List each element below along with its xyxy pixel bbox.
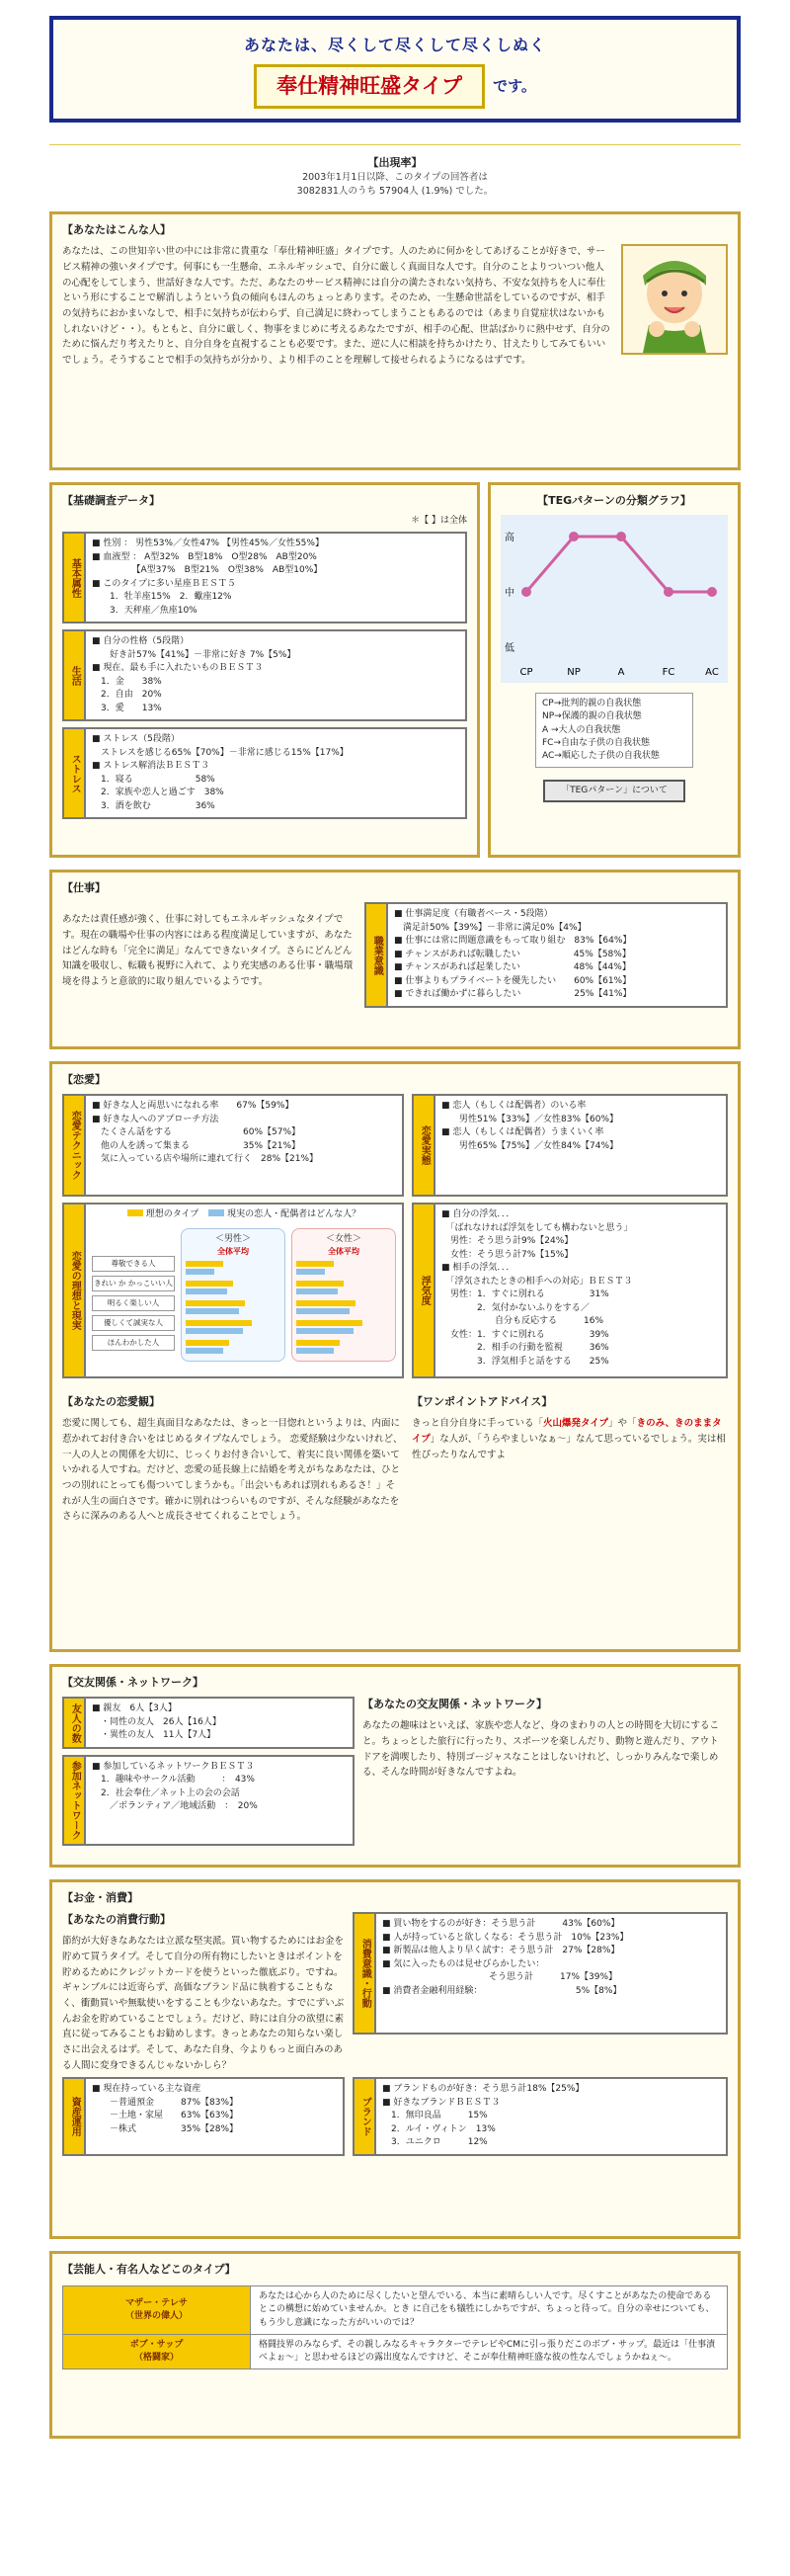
real-bar bbox=[296, 1269, 325, 1275]
ideal-row-label: 優しくて誠実な人 bbox=[92, 1315, 175, 1331]
consume-line: ■ 買い物をするのが好き：そう思う計 43%【60%】 bbox=[382, 1919, 620, 1930]
basic-line: ■ 自分の性格（5段階） bbox=[92, 636, 190, 647]
friends-label: 友人の数 bbox=[64, 1699, 86, 1747]
consume-label: 消費意識・行動 bbox=[355, 1914, 376, 2033]
basic-line: ■ 性別 ： 男性53%／女性47% 【男性45%／女性55%】 bbox=[92, 539, 324, 549]
teg-level-label: 中 bbox=[505, 588, 514, 600]
real-bar bbox=[186, 1308, 239, 1314]
advice-body: きっと自分自身に手っている「火山爆発タイプ」や「きのみ、きのままタイプ」な人が、「うらやましいなぁ～」なんて思っているでしょう。実は相性ぴったりなんですよ bbox=[412, 1418, 726, 1460]
ideal-bar bbox=[296, 1281, 344, 1287]
frequency-line-1: 2003年1月1日以降、このタイプの回答者は bbox=[302, 171, 488, 183]
consume-line: ■ 新製品は他人より早く試す：そう思う計 27%【28%】 bbox=[382, 1946, 620, 1956]
work-line: ■ 仕事満足度（有職者ベース・5段階） bbox=[394, 909, 553, 920]
celeb-row bbox=[63, 2286, 728, 2334]
celeb-name-cell bbox=[63, 2286, 251, 2334]
real-bar bbox=[296, 1308, 350, 1314]
profile-body: あなたは、この世知辛い世の中には非常に貴重な「奉仕精神旺盛」タイプです。人のために何かをしてあげることが好きで、サービス精神の強いタイプです。何事にも一生懸命、エネルギッシュで、自分に厳しく真面目な人です。自分のことよりついつい他人の心配をしてしまう、世話好きな人です。ただ、あなたのサービス精神には自分の満たされない気持ち、不安な気持ちを人に奉仕という形にすることで解消しようという負の傾向もほんのちょっとあります。そのため、一生懸命世話をしているのですが、相手の気持ちにおかまいなしで、相手に気持ちが伝わらず、自己満足に終わってしまうこともあるのでは（あまり自覚症状はないかもしれないけど・・）。もともと、自分に厳しく、物事をまじめに考えるあなたですが、相手の心配、世話ばかりに熱中せず、自分のために悩んだり考えたりと、自分自身を直視することも必要です。また、逆に人に相談を持ちかけたり、甘えたりしてみてもいいでしょう。そうすることで相手の気持ちが分かり、より相手のことを理解して接せられるようになるはずです。 bbox=[62, 246, 610, 367]
celeb-row bbox=[63, 2334, 728, 2368]
love-technique-line: 気に入っている店や場所に連れて行く 28%【21%】 bbox=[92, 1154, 319, 1165]
header-top-line: あなたは、尽くして尽くして尽くしぬく bbox=[243, 36, 546, 54]
celeb-name-cell bbox=[63, 2334, 251, 2368]
consume-line: そう思う計 17%【39%】 bbox=[382, 1972, 618, 1983]
basic-title: 【基礎調査データ】 bbox=[62, 494, 160, 508]
fickle-lines bbox=[435, 1205, 726, 1376]
celebs-title: 【芸能人・有名人などこのタイプ】 bbox=[62, 2263, 236, 2277]
celeb-text: 格闘技界のみならず、その親しみなるキャラクターでテレビやCMに引っ張りだこのボブ・サップ。最近は「仕事漬べよぉ～」と思わせるほどの露出度なんですけど、そこが奉仕精神旺盛な彼の性なんでしょうかねぇ～。 bbox=[251, 2334, 728, 2368]
real-bar bbox=[186, 1348, 223, 1354]
asset-line: －土地・家屋 63%【63%】 bbox=[92, 2111, 239, 2121]
teg-legend-item: FC→自由な子供の自我状態 bbox=[542, 737, 651, 748]
advice-type-2[interactable]: きのみ、きのままタイプ bbox=[412, 1418, 722, 1446]
teg-point bbox=[569, 532, 579, 541]
fickle-line: 3．浮気相手と話をする 25% bbox=[441, 1356, 609, 1367]
consume-line: ■ 消費者金融利用経験： 5%【8%】 bbox=[382, 1985, 622, 1996]
fickle-line: ■ 自分の浮気．．． bbox=[441, 1209, 515, 1220]
teg-point bbox=[707, 587, 717, 597]
love-technique-line: ■ 好きな人へのアプローチ方法 bbox=[92, 1114, 219, 1124]
female-bars bbox=[296, 1258, 391, 1357]
love-reality-line: ■ 恋人（もしくは配偶者）うまくいく率 bbox=[441, 1127, 604, 1138]
male-label: ＜男性＞ bbox=[214, 1233, 251, 1244]
legend-ideal: 理想のタイプ bbox=[127, 1208, 198, 1222]
basic-line: 3．天秤座／魚座10% bbox=[92, 605, 198, 616]
bar-pair bbox=[186, 1337, 280, 1357]
teg-section bbox=[488, 482, 741, 858]
brand-line: 3．ユニクロ 12% bbox=[382, 2137, 488, 2148]
consume-box bbox=[353, 1912, 728, 2035]
brand-line: 1．無印良品 15% bbox=[382, 2111, 488, 2121]
basic-data-section bbox=[49, 482, 480, 858]
basic-line: ■ ストレス解消法ＢＥＳＴ３ bbox=[92, 761, 210, 772]
celeb-name: ボブ・サップ bbox=[129, 2339, 184, 2350]
basic-categories bbox=[62, 532, 467, 819]
fickle-line: 2．相手の行動を監視 36% bbox=[441, 1343, 609, 1354]
love-technique-line: 他の人を誘って集まる 35%【21%】 bbox=[92, 1140, 301, 1151]
basic-line: ■ 血液型 ： A型32% B型18% O型28% AB型20% bbox=[92, 551, 317, 562]
basic-category bbox=[62, 532, 467, 623]
asset-line: －普通預金 87%【83%】 bbox=[92, 2097, 239, 2108]
male-panel bbox=[181, 1228, 285, 1363]
basic-category-lines bbox=[86, 534, 465, 622]
teg-about-button[interactable]: 「TEGパターン」について bbox=[543, 780, 685, 802]
teg-legend-item: NP→保護的親の自我状態 bbox=[542, 711, 642, 722]
real-bar bbox=[296, 1348, 334, 1354]
teg-point bbox=[521, 587, 531, 597]
basic-line: ■ ストレス（5段階） bbox=[92, 734, 180, 745]
bar-pair bbox=[296, 1297, 391, 1317]
teg-line bbox=[526, 537, 712, 592]
fickle-line: 自分も反応する 16% bbox=[441, 1316, 604, 1327]
female-label: ＜女性＞ bbox=[325, 1233, 361, 1244]
love-technique-box bbox=[62, 1094, 404, 1197]
basic-category bbox=[62, 727, 467, 819]
brand-lines bbox=[376, 2079, 726, 2154]
teg-legend-item: A →大人の自我状態 bbox=[542, 724, 621, 735]
love-reality-box bbox=[412, 1094, 728, 1197]
friends-line: ■ 親友 6人【3人】 bbox=[92, 1703, 177, 1714]
work-line: ■ チャンスがあれば転職したい 45%【58%】 bbox=[394, 949, 631, 959]
profile-title: 【あなたはこんな人】 bbox=[62, 223, 171, 237]
celeb-sub: （世界の偉人） bbox=[124, 2310, 188, 2321]
male-sub: 全体平均 bbox=[217, 1247, 249, 1257]
teg-graph bbox=[501, 515, 728, 683]
ideal-bar bbox=[186, 1340, 229, 1346]
female-sub: 全体平均 bbox=[328, 1247, 359, 1257]
network-line: ■ 参加しているネットワークＢＥＳＴ３ bbox=[92, 1761, 255, 1772]
character-icon bbox=[623, 246, 726, 353]
fickle-line: 女性：1．すぐに別れる 39% bbox=[441, 1329, 609, 1340]
frequency-line-2: 3082831人のうち 57904人 (1.9%) でした。 bbox=[296, 185, 494, 197]
basic-category-label: 生活 bbox=[64, 631, 86, 719]
fickle-line: 「ばれなければ浮気をしても構わないと思う」 bbox=[441, 1222, 633, 1233]
ideal-bar bbox=[296, 1320, 362, 1326]
ideal-bar bbox=[186, 1300, 245, 1306]
social-section bbox=[49, 1664, 741, 1868]
real-bar bbox=[186, 1328, 243, 1334]
asset-line: ■ 現在持っている主な資産 bbox=[92, 2084, 201, 2095]
friends-line: ・異性の友人 11人【7人】 bbox=[92, 1730, 216, 1741]
ideal-row-label: ほんわかした人 bbox=[92, 1335, 175, 1351]
love-technique-lines bbox=[86, 1096, 402, 1195]
money-title: 【お金・消費】 bbox=[62, 1891, 138, 1905]
teg-level-label: 低 bbox=[505, 643, 514, 655]
friends-line: ・同性の友人 26人【16人】 bbox=[92, 1716, 221, 1727]
male-bars bbox=[186, 1258, 280, 1357]
advice-title: 【ワンポイントアドバイス】 bbox=[412, 1395, 553, 1409]
character-illustration bbox=[621, 244, 728, 355]
love-technique-label: 恋愛テクニック bbox=[64, 1096, 86, 1195]
network-lines bbox=[86, 1757, 353, 1844]
love-reality-line: ■ 恋人（もしくは配偶者）のいる率 bbox=[441, 1101, 587, 1112]
celebs-section bbox=[49, 2251, 741, 2439]
love-ideal-box bbox=[62, 1203, 404, 1378]
brand-line: 2．ルイ・ヴィトン 13% bbox=[382, 2123, 496, 2134]
real-bar bbox=[186, 1288, 227, 1294]
love-section bbox=[49, 1061, 741, 1652]
divider bbox=[49, 144, 741, 145]
fickle-line: 「浮気されたときの相手への対応」ＢＥＳＴ３ bbox=[441, 1276, 633, 1287]
asset-line: －株式 35%【28%】 bbox=[92, 2123, 239, 2134]
asset-box bbox=[62, 2077, 345, 2156]
celeb-name: マザー・テレサ bbox=[125, 2297, 188, 2308]
teg-axis-label: FC bbox=[662, 667, 675, 679]
teg-legend-item: CP→批判的親の自我状態 bbox=[542, 699, 642, 709]
celeb-sub: （格闘家） bbox=[133, 2352, 179, 2363]
basic-line: 2．自由 20% bbox=[92, 690, 162, 701]
basic-category-lines bbox=[86, 729, 465, 817]
bar-pair bbox=[296, 1278, 391, 1297]
basic-line: 2．家族や恋人と過ごす 38% bbox=[92, 788, 224, 798]
money-section bbox=[49, 1879, 741, 2239]
bar-pair bbox=[186, 1297, 280, 1317]
legend-real: 現実の恋人・配偶者はどんな人？ bbox=[208, 1208, 360, 1222]
ideal-bar bbox=[296, 1340, 340, 1346]
bar-pair bbox=[186, 1258, 280, 1278]
asset-label: 資産運用 bbox=[64, 2079, 86, 2154]
money-view-title: 【あなたの消費行動】 bbox=[62, 1913, 171, 1927]
fickle-line: 2．気付かないふりをする／ bbox=[441, 1302, 590, 1313]
love-technique-line: ■ 好きな人と両思いになれる率 67%【59%】 bbox=[92, 1101, 294, 1112]
consume-lines bbox=[376, 1914, 726, 2033]
consume-line: ■ 人が持っていると欲しくなる：そう思う計 10%【23%】 bbox=[382, 1932, 629, 1943]
ideal-bar bbox=[186, 1281, 233, 1287]
teg-point bbox=[664, 587, 673, 597]
love-title: 【恋愛】 bbox=[62, 1073, 106, 1087]
female-panel bbox=[291, 1228, 396, 1363]
work-line: 満足計50%【39%】－非常に満足0%【4%】 bbox=[394, 922, 587, 933]
work-attitude-box bbox=[364, 902, 728, 1008]
work-line: ■ できれば働かずに暮らしたい 25%【41%】 bbox=[394, 989, 632, 1000]
ideal-bar bbox=[186, 1320, 252, 1326]
fickle-label: 浮気度 bbox=[414, 1205, 435, 1376]
teg-graph-svg bbox=[501, 515, 730, 683]
profile-section bbox=[49, 211, 741, 470]
network-label: 参加ネットワーク bbox=[64, 1757, 86, 1844]
basic-category-label: 基本属性 bbox=[64, 534, 86, 622]
bar-pair bbox=[296, 1317, 391, 1337]
teg-point bbox=[616, 532, 626, 541]
fickle-line: 男性：そう思う計9%【24%】 bbox=[441, 1236, 574, 1247]
brand-label: ブランド bbox=[355, 2079, 376, 2154]
brand-box bbox=[353, 2077, 728, 2156]
type-name: 奉仕精神旺盛タイプ bbox=[254, 64, 485, 108]
frequency-title: 【出現率】 bbox=[367, 156, 423, 169]
frequency-block bbox=[49, 155, 741, 198]
brand-line: ■ ブランドものが好き：そう思う計18%【25%】 bbox=[382, 2084, 585, 2095]
teg-axis-label: CP bbox=[519, 667, 533, 679]
consume-line: ■ 気に入ったものは見せびらかしたい： bbox=[382, 1958, 545, 1969]
brand-line: ■ 好きなブランドＢＥＳＴ３ bbox=[382, 2097, 501, 2108]
basic-category-lines bbox=[86, 631, 465, 719]
celeb-text: あなたは心から人のために尽くしたいと望んでいる、本当に素晴らしい人です。尽くすことがあなたの使命であるとこの構想に始めていませんか。とき に自己をも犠牲にしかちですが、ちょっと待って。自分の幸せについても、もう少し意識になった方がいいのでは？ bbox=[251, 2286, 728, 2334]
work-attitude-lines bbox=[388, 904, 726, 1006]
advice-type-1[interactable]: 火山爆発タイプ bbox=[543, 1418, 609, 1430]
work-title: 【仕事】 bbox=[62, 881, 106, 895]
teg-level-label: 高 bbox=[505, 533, 514, 544]
network-line: 1．趣味やサークル活動 ： 43% bbox=[92, 1775, 255, 1786]
love-view-body: 恋愛に関しても、超生真面目なあなたは、きっと一目惚れというよりは、内面に惹かれてお付き合いをはじめるタイプなんでしょう。 恋愛経験は少ないけれど、一人の人との関係を大切に、じっくりお付き合いして、着実に良い関係を築いていかれる人ですね。だけど、恋愛の延長線上に結婚を考えがちなあなたは、ひとつの別れにとっても傷ついてしまうかも。「出会いもあれば別れもあるさ！」それが人生の面白さです。確かに別れはつらいものですが、そんな経験があなたをさらに深みのある人へと成長させてくれることでしょう。 bbox=[62, 1418, 403, 1523]
basic-line: 3．酒を飲む 36% bbox=[92, 800, 215, 811]
teg-title: 【TEGパターンの分類グラフ】 bbox=[537, 494, 691, 508]
bar-pair bbox=[186, 1317, 280, 1337]
basic-line: 1．牡羊座15% 2．蠍座12% bbox=[92, 592, 232, 603]
work-body: あなたは責任感が強く、仕事に対してもエネルギッシュなタイプです。現在の職場や仕事の内容にはある程度満足していますが、あなたはどんな時も「完全に満足」なんてできないタイプ。さらにどんどん知識を吸収し、転職も視野に入れて、より充実感のある仕事・職場環境を得ようと意欲的に取り組んでいるようです。 bbox=[62, 914, 354, 988]
social-view-title: 【あなたの交友関係・ネットワーク】 bbox=[362, 1698, 547, 1711]
bar-pair bbox=[296, 1337, 391, 1357]
work-line: ■ 仕事よりもプライベートを優先したい 60%【61%】 bbox=[394, 975, 632, 986]
teg-legend bbox=[535, 693, 693, 767]
teg-axis-label: NP bbox=[567, 667, 581, 679]
asset-lines bbox=[86, 2079, 343, 2154]
basic-line: 1．寝る 58% bbox=[92, 774, 215, 785]
love-technique-line: たくさん話をする 60%【57%】 bbox=[92, 1127, 301, 1138]
network-box bbox=[62, 1755, 355, 1846]
ideal-row-label: 尊敬できる人 bbox=[92, 1256, 175, 1272]
social-view-body: あなたの趣味はといえば、家族や恋人など、身のまわりの人との時間を大切にすること。ちょっとした旅行に行ったり、スポーツを楽しんだり、動物と遊んだり、アウトドアを満喫したり、特別ゴージャスなことはしないけれど、しっかりみんなで楽しめる、そんな時間が好きなんですよね。 bbox=[362, 1720, 720, 1779]
type-header bbox=[49, 16, 741, 123]
basic-line: ■ このタイプに多い星座ＢＥＳＴ５ bbox=[92, 578, 236, 589]
friends-box bbox=[62, 1697, 355, 1749]
basic-category-label: ストレス bbox=[64, 729, 86, 817]
money-view-body: 節約が大好きなあなたは立派な堅実派。買い物するためにはお金を貯めて買うタイプ。そして自分の所有物にしたいときはポイントを貯めるためにクレジットカードを使うといった徹底ぶり。ですね。ギャンブルには近寄らず、高価なブランド品に執着することもなく、衝動買いや無駄使いをすることも少ないあなた。すでにずいぶんお金を貯めていることでしょう。だけど、時には自分の欲望に素直に従ってみることもお勧めします。きっとあなたの知らない楽しさに出会えるはず。そして、あなた自身、今よりもっと面白みのある人間に変身できるんじゃないかしら？ bbox=[62, 1936, 345, 2071]
teg-axis-label: AC bbox=[705, 667, 719, 679]
work-line: ■ 仕事には常に問題意識をもって取り組む 83%【64%】 bbox=[394, 936, 632, 947]
fickle-box bbox=[412, 1203, 728, 1378]
bar-pair bbox=[186, 1278, 280, 1297]
network-line: ／ボランティア／地域活動 ： 20% bbox=[92, 1801, 258, 1812]
celebs-table bbox=[62, 2285, 728, 2368]
bar-pair bbox=[296, 1258, 391, 1278]
basic-teg-row bbox=[49, 482, 741, 858]
social-title: 【交友関係・ネットワーク】 bbox=[62, 1676, 203, 1690]
love-reality-lines bbox=[435, 1096, 726, 1195]
basic-line: 好き計57%【41%】－非常に好き 7%【5%】 bbox=[92, 649, 296, 660]
ideal-bar bbox=[296, 1261, 334, 1267]
basic-category bbox=[62, 629, 467, 721]
love-reality-line: 男性65%【75%】／女性84%【74%】 bbox=[441, 1140, 619, 1151]
real-bar bbox=[186, 1269, 214, 1275]
friends-lines bbox=[86, 1699, 353, 1747]
fickle-line: 女性：そう思う計7%【15%】 bbox=[441, 1249, 574, 1260]
ideal-row-labels bbox=[92, 1228, 175, 1363]
work-line: ■ チャンスがあれば起業したい 48%【44%】 bbox=[394, 962, 631, 973]
fickle-line: 男性：1．すぐに別れる 31% bbox=[441, 1289, 609, 1300]
ideal-bar bbox=[296, 1300, 356, 1306]
basic-line: 1．金 38% bbox=[92, 676, 162, 687]
header-suffix: です。 bbox=[493, 76, 536, 95]
network-line: 2．社会奉仕／ネット上の会の会話 bbox=[92, 1787, 240, 1798]
ideal-bar bbox=[186, 1261, 223, 1267]
header-type-row bbox=[63, 64, 727, 108]
basic-line: ■ 現在、最も手に入れたいものＢＥＳＴ３ bbox=[92, 663, 264, 674]
basic-line: 【A型37% B型21% O型38% AB型10%】 bbox=[92, 565, 323, 576]
ideal-row-label: きれい か かっこいい人 bbox=[92, 1276, 175, 1291]
love-ideal-label: 恋愛の理想と現実 bbox=[64, 1205, 86, 1376]
love-reality-line: 男性51%【33%】／女性83%【60%】 bbox=[441, 1114, 619, 1124]
love-ideal-chart bbox=[86, 1205, 402, 1376]
work-section bbox=[49, 870, 741, 1049]
real-bar bbox=[296, 1328, 354, 1334]
basic-line: ストレスを感じる65%【70%】－非常に感じる15%【17%】 bbox=[92, 747, 349, 758]
ideal-row-label: 明るく楽しい人 bbox=[92, 1295, 175, 1311]
work-attitude-label: 職業意識 bbox=[366, 904, 388, 1006]
basic-line: 3．愛 13% bbox=[92, 703, 162, 713]
love-view-title: 【あなたの恋愛観】 bbox=[62, 1395, 160, 1409]
teg-axis-label: A bbox=[617, 667, 625, 679]
fickle-line: ■ 相手の浮気．．． bbox=[441, 1263, 515, 1274]
real-bar bbox=[296, 1288, 338, 1294]
love-reality-label: 恋愛実態 bbox=[414, 1096, 435, 1195]
teg-legend-item: AC→順応した子供の自我状態 bbox=[542, 750, 660, 761]
basic-note: ＊【 】は全体 bbox=[411, 516, 467, 527]
